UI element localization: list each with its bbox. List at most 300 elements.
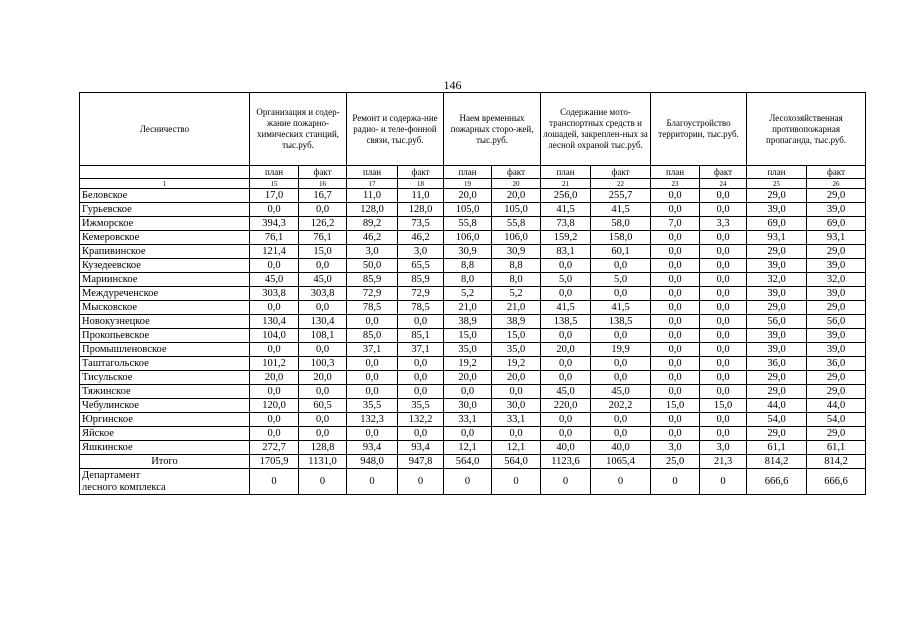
value-cell: 108,1 — [299, 329, 347, 343]
value-cell: 104,0 — [250, 329, 299, 343]
plan-label-4: план — [541, 166, 591, 179]
header-group-transport: Содержание мото-транспортных средств и лошадей, закреплен-ных за лесной охраной тыс.руб. — [541, 93, 651, 166]
value-cell: 12,1 — [492, 441, 541, 455]
value-cell: 3,0 — [347, 245, 398, 259]
value-cell: 78,5 — [398, 301, 444, 315]
value-cell: 0,0 — [299, 413, 347, 427]
value-cell: 41,5 — [541, 301, 591, 315]
value-cell: 29,0 — [807, 301, 866, 315]
value-cell: 0,0 — [700, 357, 747, 371]
value-cell: 0,0 — [492, 427, 541, 441]
value-cell: 132,2 — [398, 413, 444, 427]
table-row — [80, 441, 866, 455]
value-cell: 46,2 — [347, 231, 398, 245]
value-cell: 39,0 — [807, 343, 866, 357]
total-row — [80, 455, 866, 469]
table-row — [80, 287, 866, 301]
value-cell: 35,5 — [398, 399, 444, 413]
value-cell: 0 — [492, 469, 541, 495]
value-cell: 0,0 — [541, 427, 591, 441]
value-cell: 73,8 — [541, 217, 591, 231]
value-cell: 0,0 — [250, 259, 299, 273]
value-cell: 0 — [651, 469, 700, 495]
value-cell: 46,2 — [398, 231, 444, 245]
value-cell: 45,0 — [541, 385, 591, 399]
value-cell: 20,0 — [444, 371, 492, 385]
value-cell: 303,8 — [299, 287, 347, 301]
forestry-name: Прокопьевское — [80, 329, 250, 343]
forestry-name: Кемеровское — [80, 231, 250, 245]
fact-label-3: факт — [492, 166, 541, 179]
value-cell: 202,2 — [591, 399, 651, 413]
value-cell: 0,0 — [347, 357, 398, 371]
value-cell: 0 — [591, 469, 651, 495]
value-cell: 220,0 — [541, 399, 591, 413]
table-row — [80, 315, 866, 329]
forestry-name: Юргинское — [80, 413, 250, 427]
value-cell: 30,9 — [492, 245, 541, 259]
value-cell: 0,0 — [347, 385, 398, 399]
value-cell: 666,6 — [747, 469, 807, 495]
department-name-line2: лесного комплекса — [82, 481, 166, 493]
value-cell: 0 — [700, 469, 747, 495]
value-cell: 8,8 — [492, 259, 541, 273]
value-cell: 89,2 — [347, 217, 398, 231]
table-row — [80, 385, 866, 399]
value-cell: 130,4 — [250, 315, 299, 329]
value-cell: 56,0 — [807, 315, 866, 329]
value-cell: 0,0 — [651, 427, 700, 441]
value-cell: 0,0 — [651, 315, 700, 329]
forestry-name: Промышленовское — [80, 343, 250, 357]
value-cell: 17,0 — [250, 189, 299, 203]
value-cell: 58,0 — [591, 217, 651, 231]
value-cell: 158,0 — [591, 231, 651, 245]
value-cell: 37,1 — [398, 343, 444, 357]
column-number: 24 — [700, 179, 747, 189]
value-cell: 272,7 — [250, 441, 299, 455]
value-cell: 15,0 — [444, 329, 492, 343]
value-cell: 0,0 — [651, 287, 700, 301]
table-row — [80, 273, 866, 287]
value-cell: 32,0 — [807, 273, 866, 287]
value-cell: 15,0 — [651, 399, 700, 413]
plan-fact-row — [80, 166, 866, 179]
table-row — [80, 231, 866, 245]
value-cell: 5,2 — [444, 287, 492, 301]
value-cell: 73,5 — [398, 217, 444, 231]
value-cell: 3,0 — [651, 441, 700, 455]
value-cell: 0,0 — [299, 343, 347, 357]
value-cell: 7,0 — [651, 217, 700, 231]
forestry-name: Тяжинское — [80, 385, 250, 399]
value-cell: 0 — [250, 469, 299, 495]
table-row — [80, 399, 866, 413]
fact-label-4: факт — [591, 166, 651, 179]
column-number: 17 — [347, 179, 398, 189]
value-cell: 101,2 — [250, 357, 299, 371]
value-cell: 564,0 — [492, 455, 541, 469]
value-cell: 29,0 — [747, 245, 807, 259]
plan-label-3: план — [444, 166, 492, 179]
value-cell: 0,0 — [541, 371, 591, 385]
value-cell: 20,0 — [492, 371, 541, 385]
value-cell: 256,0 — [541, 189, 591, 203]
value-cell: 0,0 — [591, 427, 651, 441]
value-cell: 21,0 — [492, 301, 541, 315]
value-cell: 0,0 — [250, 385, 299, 399]
value-cell: 69,0 — [747, 217, 807, 231]
value-cell: 55,8 — [444, 217, 492, 231]
value-cell: 255,7 — [591, 189, 651, 203]
fact-label-1: факт — [299, 166, 347, 179]
value-cell: 126,2 — [299, 217, 347, 231]
column-number: 25 — [747, 179, 807, 189]
table-row — [80, 301, 866, 315]
value-cell: 61,1 — [807, 441, 866, 455]
value-cell: 29,0 — [807, 385, 866, 399]
value-cell: 0,0 — [651, 301, 700, 315]
value-cell: 0,0 — [700, 273, 747, 287]
header-group-landscaping: Благоустройство территории, тыс.руб. — [651, 93, 747, 166]
value-cell: 39,0 — [747, 343, 807, 357]
value-cell: 0,0 — [541, 357, 591, 371]
value-cell: 16,7 — [299, 189, 347, 203]
value-cell: 33,1 — [444, 413, 492, 427]
value-cell: 85,9 — [347, 273, 398, 287]
value-cell: 85,1 — [398, 329, 444, 343]
forestry-name: Новокузнецкое — [80, 315, 250, 329]
value-cell: 54,0 — [747, 413, 807, 427]
forestry-name: Яшкинское — [80, 441, 250, 455]
value-cell: 0,0 — [541, 329, 591, 343]
value-cell: 1131,0 — [299, 455, 347, 469]
value-cell: 35,0 — [444, 343, 492, 357]
forestry-name: Яйское — [80, 427, 250, 441]
value-cell: 0 — [541, 469, 591, 495]
value-cell: 0,0 — [250, 343, 299, 357]
header-row — [80, 93, 866, 166]
value-cell: 0,0 — [398, 315, 444, 329]
value-cell: 36,0 — [807, 357, 866, 371]
value-cell: 36,0 — [747, 357, 807, 371]
value-cell: 39,0 — [747, 329, 807, 343]
value-cell: 0,0 — [700, 245, 747, 259]
value-cell: 19,2 — [444, 357, 492, 371]
value-cell: 93,1 — [807, 231, 866, 245]
value-cell: 39,0 — [807, 329, 866, 343]
value-cell: 0,0 — [398, 385, 444, 399]
value-cell: 0,0 — [651, 371, 700, 385]
value-cell: 0,0 — [651, 189, 700, 203]
value-cell: 20,0 — [444, 189, 492, 203]
value-cell: 45,0 — [299, 273, 347, 287]
value-cell: 35,0 — [492, 343, 541, 357]
value-cell: 30,9 — [444, 245, 492, 259]
value-cell: 121,4 — [250, 245, 299, 259]
value-cell: 0,0 — [299, 301, 347, 315]
value-cell: 11,0 — [347, 189, 398, 203]
column-number: 20 — [492, 179, 541, 189]
header-blank — [80, 166, 250, 179]
department-name-line1: Департамент — [82, 469, 141, 481]
value-cell: 128,0 — [347, 203, 398, 217]
value-cell: 0,0 — [250, 413, 299, 427]
forestry-name: Кузедеевское — [80, 259, 250, 273]
value-cell: 0,0 — [492, 385, 541, 399]
value-cell: 0,0 — [398, 357, 444, 371]
value-cell: 0,0 — [700, 329, 747, 343]
value-cell: 0,0 — [700, 385, 747, 399]
value-cell: 29,0 — [747, 301, 807, 315]
value-cell: 0,0 — [541, 287, 591, 301]
value-cell: 44,0 — [807, 399, 866, 413]
column-number: 1 — [80, 179, 250, 189]
plan-label-2: план — [347, 166, 398, 179]
value-cell: 0,0 — [700, 343, 747, 357]
value-cell: 814,2 — [807, 455, 866, 469]
value-cell: 29,0 — [807, 371, 866, 385]
value-cell: 100,3 — [299, 357, 347, 371]
value-cell: 76,1 — [299, 231, 347, 245]
column-number: 21 — [541, 179, 591, 189]
forestry-name — [80, 469, 250, 495]
value-cell: 0,0 — [250, 427, 299, 441]
table-row — [80, 189, 866, 203]
value-cell: 106,0 — [444, 231, 492, 245]
value-cell: 72,9 — [398, 287, 444, 301]
value-cell: 105,0 — [444, 203, 492, 217]
fact-label-5: факт — [700, 166, 747, 179]
value-cell: 0,0 — [651, 413, 700, 427]
value-cell: 0,0 — [250, 301, 299, 315]
value-cell: 32,0 — [747, 273, 807, 287]
value-cell: 8,0 — [444, 273, 492, 287]
value-cell: 25,0 — [651, 455, 700, 469]
forestry-name: Мариинское — [80, 273, 250, 287]
value-cell: 29,0 — [807, 189, 866, 203]
value-cell: 159,2 — [541, 231, 591, 245]
value-cell: 106,0 — [492, 231, 541, 245]
value-cell: 394,3 — [250, 217, 299, 231]
value-cell: 30,0 — [444, 399, 492, 413]
value-cell: 33,1 — [492, 413, 541, 427]
value-cell: 30,0 — [492, 399, 541, 413]
value-cell: 0,0 — [651, 231, 700, 245]
value-cell: 0,0 — [398, 371, 444, 385]
value-cell: 0,0 — [591, 357, 651, 371]
value-cell: 29,0 — [747, 371, 807, 385]
value-cell: 8,8 — [444, 259, 492, 273]
table-row — [80, 371, 866, 385]
value-cell: 0,0 — [444, 427, 492, 441]
value-cell: 0,0 — [591, 371, 651, 385]
value-cell: 21,0 — [444, 301, 492, 315]
table-row — [80, 259, 866, 273]
value-cell: 0 — [347, 469, 398, 495]
value-cell: 0,0 — [591, 259, 651, 273]
column-number: 16 — [299, 179, 347, 189]
table-row — [80, 329, 866, 343]
value-cell: 38,9 — [444, 315, 492, 329]
value-cell: 0,0 — [700, 259, 747, 273]
value-cell: 303,8 — [250, 287, 299, 301]
value-cell: 40,0 — [591, 441, 651, 455]
forestry-name: Крапивинское — [80, 245, 250, 259]
value-cell: 0,0 — [347, 371, 398, 385]
column-number: 19 — [444, 179, 492, 189]
value-cell: 78,5 — [347, 301, 398, 315]
forestry-name: Гурьевское — [80, 203, 250, 217]
value-cell: 0,0 — [651, 385, 700, 399]
value-cell: 45,0 — [250, 273, 299, 287]
value-cell: 0 — [444, 469, 492, 495]
fact-label-2: факт — [398, 166, 444, 179]
value-cell: 38,9 — [492, 315, 541, 329]
value-cell: 120,0 — [250, 399, 299, 413]
value-cell: 0,0 — [651, 343, 700, 357]
value-cell: 39,0 — [807, 259, 866, 273]
table-row — [80, 357, 866, 371]
value-cell: 0,0 — [299, 427, 347, 441]
value-cell: 0,0 — [591, 413, 651, 427]
forestry-name: Итого — [80, 455, 250, 469]
forestry-name: Тисульское — [80, 371, 250, 385]
value-cell: 15,0 — [299, 245, 347, 259]
value-cell: 1123,6 — [541, 455, 591, 469]
value-cell: 21,3 — [700, 455, 747, 469]
header-group-propaganda: Лесохозяйственная противопожарная пропаганда, тыс.руб. — [747, 93, 866, 166]
table-row — [80, 245, 866, 259]
value-cell: 83,1 — [541, 245, 591, 259]
value-cell: 60,1 — [591, 245, 651, 259]
value-cell: 29,0 — [807, 245, 866, 259]
value-cell: 0,0 — [591, 287, 651, 301]
value-cell: 39,0 — [807, 287, 866, 301]
page-number: 146 — [443, 78, 462, 92]
value-cell: 0,0 — [250, 203, 299, 217]
table-row — [80, 413, 866, 427]
value-cell: 93,4 — [347, 441, 398, 455]
value-cell: 128,0 — [398, 203, 444, 217]
forestry-name: Чебулинское — [80, 399, 250, 413]
value-cell: 11,0 — [398, 189, 444, 203]
value-cell: 0,0 — [651, 203, 700, 217]
value-cell: 0,0 — [700, 315, 747, 329]
value-cell: 29,0 — [747, 189, 807, 203]
value-cell: 128,8 — [299, 441, 347, 455]
fact-label-6: факт — [807, 166, 866, 179]
value-cell: 29,0 — [747, 427, 807, 441]
forestry-name: Мысковское — [80, 301, 250, 315]
table-row — [80, 203, 866, 217]
value-cell: 138,5 — [541, 315, 591, 329]
forestry-name: Таштагольское — [80, 357, 250, 371]
value-cell: 8,0 — [492, 273, 541, 287]
value-cell: 947,8 — [398, 455, 444, 469]
value-cell: 948,0 — [347, 455, 398, 469]
value-cell: 37,1 — [347, 343, 398, 357]
value-cell: 44,0 — [747, 399, 807, 413]
table-row — [80, 343, 866, 357]
value-cell: 40,0 — [541, 441, 591, 455]
value-cell: 54,0 — [807, 413, 866, 427]
value-cell: 814,2 — [747, 455, 807, 469]
value-cell: 56,0 — [747, 315, 807, 329]
value-cell: 105,0 — [492, 203, 541, 217]
value-cell: 61,1 — [747, 441, 807, 455]
value-cell: 132,3 — [347, 413, 398, 427]
value-cell: 0 — [299, 469, 347, 495]
value-cell: 3,3 — [700, 217, 747, 231]
value-cell: 130,4 — [299, 315, 347, 329]
value-cell: 45,0 — [591, 385, 651, 399]
value-cell: 85,9 — [398, 273, 444, 287]
value-cell: 29,0 — [807, 427, 866, 441]
value-cell: 666,6 — [807, 469, 866, 495]
forestry-name: Ижморское — [80, 217, 250, 231]
value-cell: 0,0 — [398, 427, 444, 441]
header-group-radio-phone: Ремонт и содержа-ние радио- и теле-фонной связи, тыс.руб. — [347, 93, 444, 166]
value-cell: 0,0 — [651, 245, 700, 259]
value-cell: 0,0 — [651, 259, 700, 273]
value-cell: 15,0 — [492, 329, 541, 343]
value-cell: 0,0 — [444, 385, 492, 399]
value-cell: 15,0 — [700, 399, 747, 413]
value-cell: 0,0 — [700, 231, 747, 245]
value-cell: 0,0 — [700, 287, 747, 301]
value-cell: 3,0 — [700, 441, 747, 455]
value-cell: 0,0 — [700, 189, 747, 203]
value-cell: 41,5 — [541, 203, 591, 217]
value-cell: 69,0 — [807, 217, 866, 231]
table-row — [80, 427, 866, 441]
value-cell: 20,0 — [541, 343, 591, 357]
value-cell: 0,0 — [700, 427, 747, 441]
column-number: 18 — [398, 179, 444, 189]
value-cell: 1065,4 — [591, 455, 651, 469]
value-cell: 72,9 — [347, 287, 398, 301]
value-cell: 39,0 — [807, 203, 866, 217]
value-cell: 12,1 — [444, 441, 492, 455]
value-cell: 1705,9 — [250, 455, 299, 469]
forestry-name: Беловское — [80, 189, 250, 203]
header-group-fire-watchmen: Наем временных пожарных сторо-жей, тыс.руб. — [444, 93, 541, 166]
value-cell: 20,0 — [299, 371, 347, 385]
value-cell: 5,0 — [591, 273, 651, 287]
value-cell: 5,0 — [541, 273, 591, 287]
value-cell: 0,0 — [651, 273, 700, 287]
plan-label-6: план — [747, 166, 807, 179]
value-cell: 0,0 — [700, 371, 747, 385]
value-cell: 0,0 — [299, 259, 347, 273]
value-cell: 19,9 — [591, 343, 651, 357]
value-cell: 65,5 — [398, 259, 444, 273]
value-cell: 39,0 — [747, 287, 807, 301]
value-cell: 76,1 — [250, 231, 299, 245]
value-cell: 41,5 — [591, 301, 651, 315]
value-cell: 20,0 — [250, 371, 299, 385]
value-cell: 0,0 — [299, 203, 347, 217]
plan-label-1: план — [250, 166, 299, 179]
value-cell: 0 — [398, 469, 444, 495]
value-cell: 39,0 — [747, 203, 807, 217]
value-cell: 41,5 — [591, 203, 651, 217]
value-cell: 35,5 — [347, 399, 398, 413]
table-row — [80, 217, 866, 231]
header-forestry: Лесничество — [80, 93, 250, 166]
value-cell: 93,4 — [398, 441, 444, 455]
